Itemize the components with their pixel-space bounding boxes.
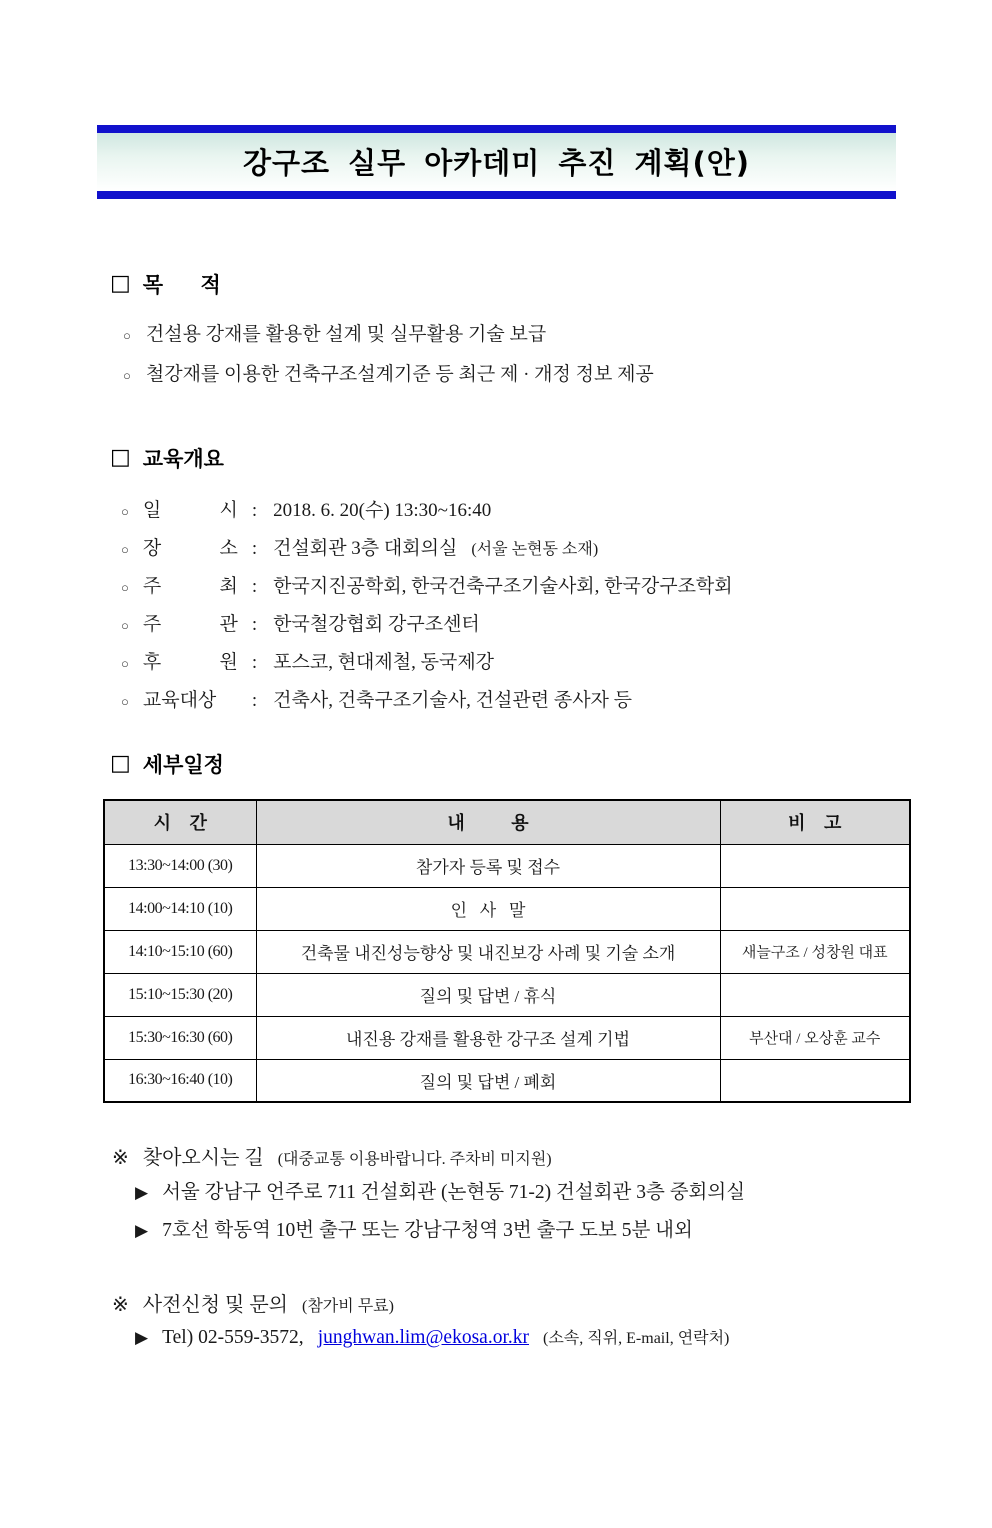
overview-item-value: 건축사, 건축구조기술사, 건설관련 종사자 등 xyxy=(273,690,633,711)
reference-mark-icon: ※ xyxy=(112,1294,129,1316)
banner-top-bar xyxy=(97,125,896,133)
list-item xyxy=(121,533,907,571)
purpose-item-text: 철강재를 이용한 건축구조설계기준 등 최근 제 · 개정 정보 제공 xyxy=(145,364,654,385)
email-link[interactable]: junghwan.lim@ekosa.or.kr xyxy=(317,1327,529,1348)
cell-time: 15:10~15:30 (20) xyxy=(104,973,256,1016)
cell-time: 14:10~15:10 (60) xyxy=(104,930,256,973)
list-item xyxy=(121,647,907,685)
overview-item-label: 후 원 xyxy=(142,652,238,673)
cell-time: 15:30~16:30 (60) xyxy=(104,1016,256,1059)
list-item xyxy=(97,1214,907,1252)
table-row xyxy=(104,844,910,887)
overview-list xyxy=(97,495,907,723)
cell-content: 질의 및 답변 / 휴식 xyxy=(256,973,720,1016)
registration-title: 사전신청 및 문의 xyxy=(142,1294,289,1316)
schedule-table xyxy=(103,799,911,1103)
overview-heading xyxy=(97,443,907,473)
list-item xyxy=(123,319,907,359)
purpose-list xyxy=(97,319,907,399)
section-schedule xyxy=(97,749,907,1103)
banner-bottom-bar xyxy=(97,191,896,199)
colon: : xyxy=(251,576,258,597)
overview-item-label: 주 최 xyxy=(142,576,238,597)
column-header-time: 시 간 xyxy=(104,800,256,844)
purpose-item-text: 건설용 강재를 활용한 설계 및 실무활용 기술 보급 xyxy=(145,324,547,345)
colon: : xyxy=(251,690,258,711)
contact-line xyxy=(97,1325,907,1363)
cell-time: 14:00~14:10 (10) xyxy=(104,887,256,930)
arrow-bullet-icon: ▶ xyxy=(135,1183,149,1202)
registration-title-line xyxy=(97,1288,907,1317)
contact-lines xyxy=(97,1325,907,1363)
circle-bullet-icon: ○ xyxy=(123,368,131,383)
overview-item-value: 포스코, 현대제철, 동국제강 xyxy=(273,652,495,673)
cell-time: 13:30~14:00 (30) xyxy=(104,844,256,887)
cell-content: 인 사 말 xyxy=(256,887,720,930)
colon: : xyxy=(251,652,258,673)
square-bullet-icon: □ xyxy=(110,271,131,296)
directions-title-line xyxy=(97,1141,907,1170)
cell-content: 질의 및 답변 / 폐회 xyxy=(256,1059,720,1102)
circle-bullet-icon: ○ xyxy=(121,618,129,633)
directions-line-text: 서울 강남구 언주로 711 건설회관 (논현동 71-2) 건설회관 3층 중회의실 xyxy=(162,1182,746,1203)
cell-note xyxy=(720,973,910,1016)
list-item xyxy=(121,609,907,647)
document-page xyxy=(97,125,907,1363)
title-banner xyxy=(97,125,896,199)
table-row xyxy=(104,930,910,973)
cell-note xyxy=(720,887,910,930)
cell-content: 건축물 내진성능향상 및 내진보강 사례 및 기술 소개 xyxy=(256,930,720,973)
overview-item-value: 한국지진공학회, 한국건축구조기술사회, 한국강구조학회 xyxy=(273,576,733,597)
circle-bullet-icon: ○ xyxy=(121,580,129,595)
square-bullet-icon: □ xyxy=(110,751,131,776)
overview-item-value: 2018. 6. 20(수) 13:30~16:40 xyxy=(273,500,492,521)
arrow-bullet-icon: ▶ xyxy=(135,1328,149,1347)
overview-item-note: (서울 논현동 소재) xyxy=(471,541,599,558)
schedule-heading xyxy=(97,749,907,779)
purpose-heading xyxy=(97,269,907,299)
cell-content: 참가자 등록 및 접수 xyxy=(256,844,720,887)
overview-item-label: 일 시 xyxy=(142,500,238,521)
section-overview xyxy=(97,443,907,723)
cell-note: 새늘구조 / 성창원 대표 xyxy=(720,930,910,973)
directions-line-text: 7호선 학동역 10번 출구 또는 강남구청역 3번 출구 도보 5분 내외 xyxy=(162,1220,693,1241)
circle-bullet-icon: ○ xyxy=(123,328,131,343)
circle-bullet-icon: ○ xyxy=(121,694,129,709)
circle-bullet-icon: ○ xyxy=(121,656,129,671)
page-title: 강구조 실무 아카데미 추진 계획(안) xyxy=(242,146,751,180)
section-registration xyxy=(97,1288,907,1363)
overview-item-label: 주 관 xyxy=(142,614,238,635)
overview-heading-label: 교육개요 xyxy=(142,447,224,471)
cell-note xyxy=(720,1059,910,1102)
square-bullet-icon: □ xyxy=(110,445,131,470)
directions-title: 찾아오시는 길 xyxy=(142,1147,264,1169)
colon: : xyxy=(251,614,258,635)
table-header-row xyxy=(104,800,910,844)
table-row xyxy=(104,887,910,930)
cell-note: 부산대 / 오상훈 교수 xyxy=(720,1016,910,1059)
contact-fields-note: (소속, 직위, E-mail, 연락처) xyxy=(543,1330,730,1347)
purpose-heading-label: 목 적 xyxy=(142,273,221,297)
list-item xyxy=(123,359,907,399)
list-item xyxy=(121,685,907,723)
colon: : xyxy=(251,538,258,559)
circle-bullet-icon: ○ xyxy=(121,542,129,557)
list-item xyxy=(97,1176,907,1214)
table-row xyxy=(104,1016,910,1059)
table-row xyxy=(104,973,910,1016)
section-directions xyxy=(97,1141,907,1252)
circle-bullet-icon: ○ xyxy=(121,504,129,519)
banner-body xyxy=(97,133,896,191)
reference-mark-icon: ※ xyxy=(112,1147,129,1169)
registration-note: (참가비 무료) xyxy=(302,1298,394,1315)
column-header-content: 내 용 xyxy=(256,800,720,844)
overview-item-label: 장 소 xyxy=(142,538,238,559)
cell-content: 내진용 강재를 활용한 강구조 설계 기법 xyxy=(256,1016,720,1059)
overview-item-label: 교육대상 xyxy=(142,690,217,711)
schedule-heading-label: 세부일정 xyxy=(142,753,224,777)
directions-lines xyxy=(97,1176,907,1252)
list-item xyxy=(121,495,907,533)
list-item xyxy=(121,571,907,609)
directions-note: (대중교통 이용바랍니다. 주차비 미지원) xyxy=(277,1151,552,1168)
cell-note xyxy=(720,844,910,887)
cell-time: 16:30~16:40 (10) xyxy=(104,1059,256,1102)
arrow-bullet-icon: ▶ xyxy=(135,1221,149,1240)
telephone-number: Tel) 02-559-3572, xyxy=(162,1327,304,1348)
column-header-note: 비 고 xyxy=(720,800,910,844)
colon: : xyxy=(251,500,258,521)
section-purpose xyxy=(97,269,907,399)
overview-item-value: 건설회관 3층 대회의실 xyxy=(273,538,458,559)
table-row xyxy=(104,1059,910,1102)
overview-item-value: 한국철강협회 강구조센터 xyxy=(273,614,480,635)
